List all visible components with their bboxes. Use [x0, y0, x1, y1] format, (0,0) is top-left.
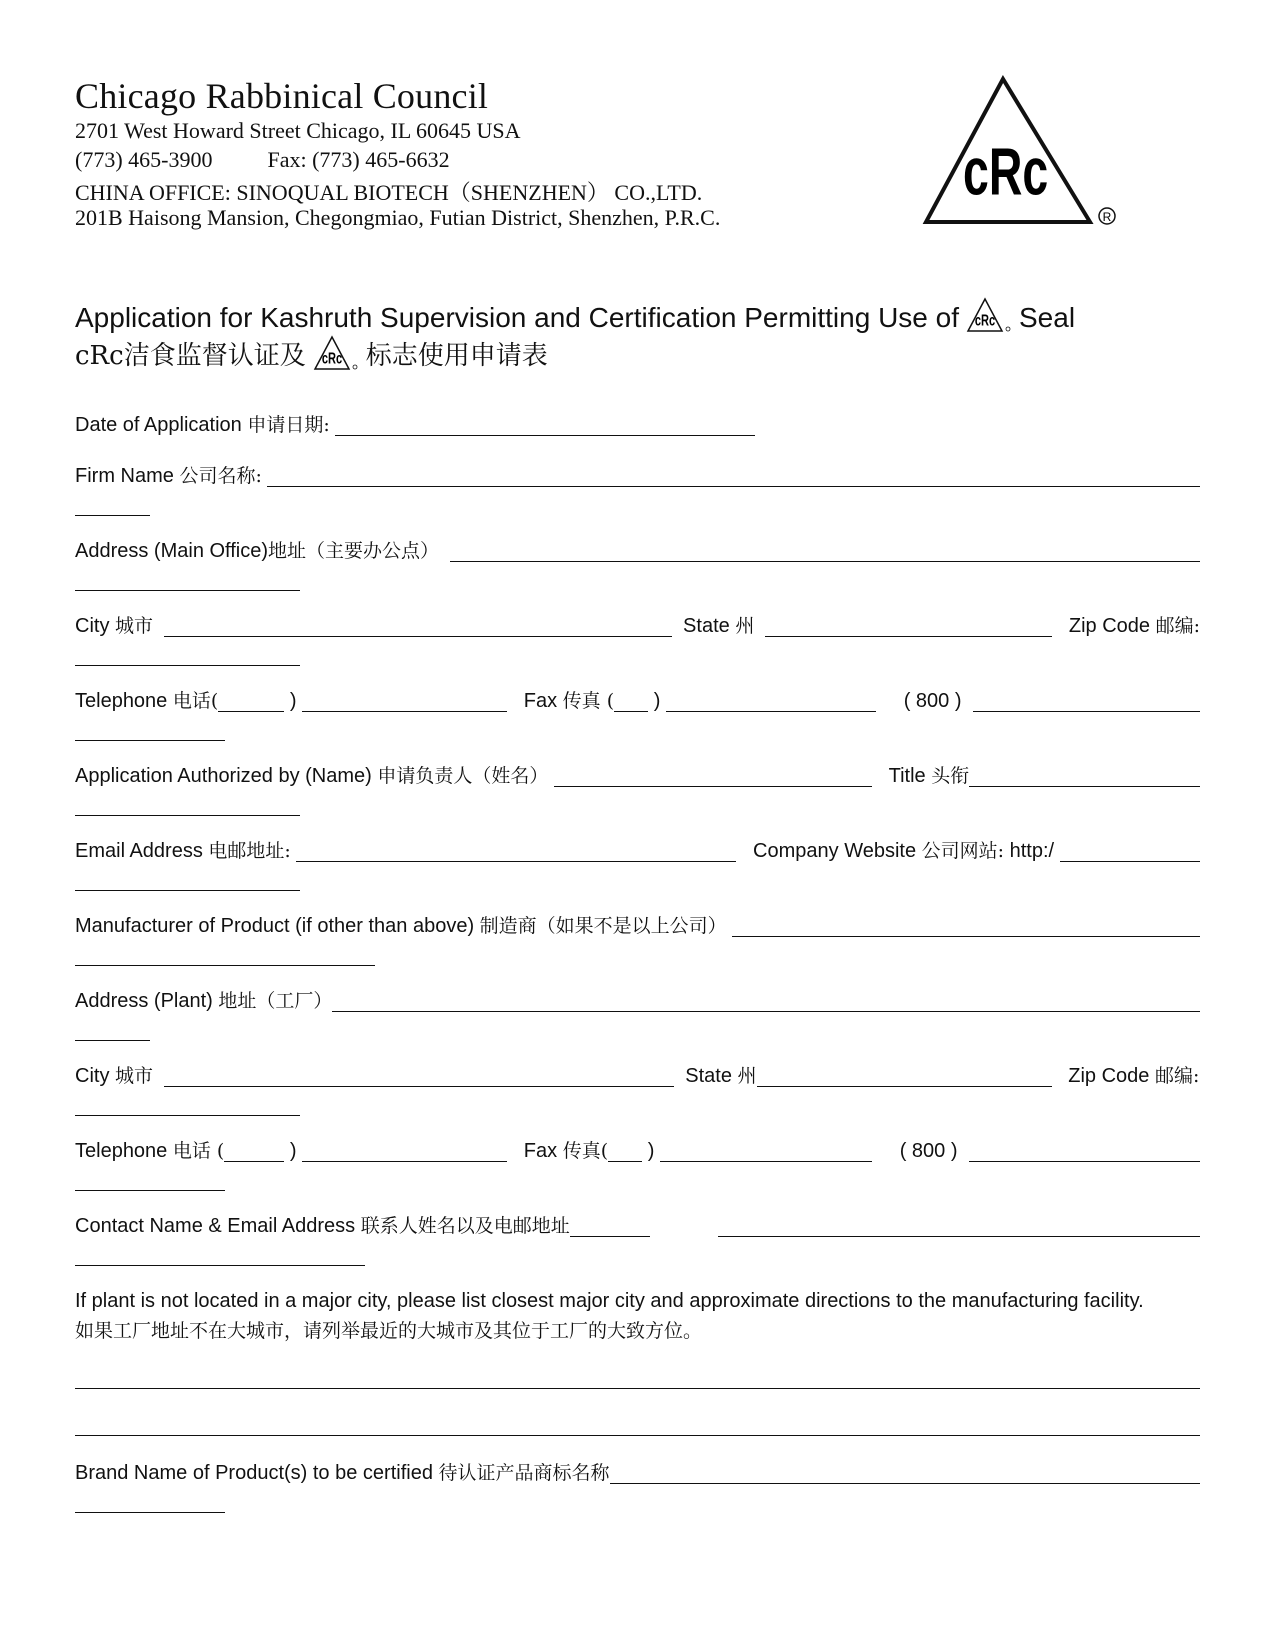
- plant-toll-free-label: ( 800 ): [899, 1140, 958, 1162]
- manufacturer-label-cn: 制造商（如果不是以上公司）: [479, 915, 727, 937]
- contact-name-field[interactable]: [570, 1215, 650, 1237]
- crc-seal-icon: [312, 334, 360, 372]
- address-main-field[interactable]: [450, 540, 1200, 562]
- date-row: [75, 408, 755, 438]
- close-paren: ): [289, 690, 297, 712]
- plant-telephone-label-cn: 电话 (: [172, 1140, 225, 1162]
- telephone-label-cn: 电话(: [172, 690, 219, 712]
- plant-directions-note: If plant is not located in a major city, please list closest major city and approximate directions to the manufacturing facility.: [75, 1290, 1144, 1312]
- directions-line-1[interactable]: [75, 1387, 1200, 1389]
- website-prefix: http:/: [1009, 840, 1055, 862]
- contact-label-cn: 联系人姓名以及电邮地址: [360, 1215, 570, 1237]
- crc-seal-icon: [965, 296, 1013, 334]
- contact-label: Contact Name & Email Address: [75, 1215, 356, 1237]
- address-plant-row: [75, 984, 1200, 1014]
- plant-telephone-field-continued[interactable]: [75, 1189, 225, 1191]
- authorized-row: [75, 759, 1200, 789]
- plant-toll-free-field[interactable]: [969, 1140, 1200, 1162]
- website-field[interactable]: [1060, 840, 1200, 862]
- plant-telephone-label: Telephone: [75, 1140, 168, 1162]
- telephone-number-field[interactable]: [302, 690, 507, 712]
- title-label-cn: 头衔: [931, 765, 970, 787]
- plant-telephone-number-field[interactable]: [302, 1140, 507, 1162]
- organization-name: Chicago Rabbinical Council: [75, 76, 489, 116]
- toll-free-label: ( 800 ): [903, 690, 962, 712]
- address-plant-field-continued[interactable]: [75, 1039, 150, 1041]
- fax-number-field[interactable]: [666, 690, 876, 712]
- title-en-text: Application for Kashruth Supervision and Certification Permitting Use of: [75, 302, 959, 333]
- title-cn-prefix: cRc洁食监督认证及: [75, 341, 306, 371]
- state-label: State: [683, 615, 730, 637]
- authorized-name-field[interactable]: [554, 765, 872, 787]
- crc-logo: [920, 75, 1140, 240]
- telephone-field-continued[interactable]: [75, 739, 225, 741]
- contact-field-continued[interactable]: [75, 1264, 365, 1266]
- plant-state-label-cn: 州: [737, 1065, 757, 1087]
- telephone-area-code-field[interactable]: [218, 690, 284, 712]
- plant-zip-field[interactable]: [75, 1114, 300, 1116]
- address-main-field-continued[interactable]: [75, 589, 300, 591]
- phone-number: (773) 465-3900: [75, 147, 213, 172]
- plant-fax-area-code-field[interactable]: [608, 1140, 642, 1162]
- plant-fax-label: Fax: [523, 1140, 558, 1162]
- brand-label: Brand Name of Product(s) to be certified: [75, 1462, 433, 1484]
- fax-area-code-field[interactable]: [614, 690, 648, 712]
- address-main-row: [75, 534, 1200, 564]
- city-label: City: [75, 615, 110, 637]
- city-state-zip-row: [75, 609, 1200, 639]
- address-main-label-cn: 地址（主要办公点）: [268, 540, 440, 562]
- zip-label-cn: 邮编:: [1155, 615, 1200, 637]
- plant-city-field[interactable]: [164, 1065, 674, 1087]
- svg-text:cRc: cRc: [974, 311, 996, 329]
- zip-label: Zip Code: [1068, 615, 1151, 637]
- form-title-cn: [75, 334, 548, 372]
- website-label-cn: 公司网站:: [921, 840, 1005, 862]
- email-field-continued[interactable]: [75, 889, 300, 891]
- fax-number: Fax: (773) 465-6632: [267, 147, 450, 172]
- firm-row: [75, 459, 1200, 489]
- contact-email-field[interactable]: [718, 1215, 1200, 1237]
- address-plant-field[interactable]: [332, 990, 1200, 1012]
- plant-fax-label-cn: 传真(: [562, 1140, 609, 1162]
- plant-state-field[interactable]: [757, 1065, 1052, 1087]
- china-office: CHINA OFFICE: SINOQUAL BIOTECH（SHENZHEN） CO.,LTD.: [75, 180, 703, 205]
- firm-label-cn: 公司名称:: [179, 465, 262, 487]
- plant-zip-label: Zip Code: [1068, 1065, 1150, 1087]
- email-label-cn: 电邮地址:: [208, 840, 291, 862]
- title-field[interactable]: [969, 765, 1200, 787]
- state-label-cn: 州: [735, 615, 755, 637]
- title-cn-suffix: 标志使用申请表: [365, 341, 548, 371]
- title-en-seal: Seal: [1019, 302, 1076, 333]
- email-label: Email Address: [75, 840, 203, 862]
- address-plant-label: Address (Plant): [75, 990, 213, 1012]
- authorized-field-continued[interactable]: [75, 814, 300, 816]
- brand-label-cn: 待认证产品商标名称: [438, 1462, 610, 1484]
- plant-city-label-cn: 城市: [115, 1065, 154, 1087]
- city-label-cn: 城市: [115, 615, 154, 637]
- firm-label: Firm Name: [75, 465, 174, 487]
- manufacturer-field[interactable]: [732, 915, 1200, 937]
- plant-telephone-row: [75, 1134, 1200, 1164]
- website-label: Company Website: [753, 840, 917, 862]
- contact-row: [75, 1209, 1200, 1239]
- brand-row: [75, 1456, 1200, 1486]
- email-row: [75, 834, 1200, 864]
- zip-field[interactable]: [75, 664, 300, 666]
- plant-fax-number-field[interactable]: [660, 1140, 872, 1162]
- directions-line-2[interactable]: [75, 1434, 1200, 1436]
- telephone-label: Telephone: [75, 690, 168, 712]
- form-title-en: [75, 296, 1075, 334]
- plant-zip-label-cn: 邮编:: [1154, 1065, 1200, 1087]
- date-label: Date of Application: [75, 414, 242, 436]
- fax-label: Fax: [523, 690, 558, 712]
- firm-name-field[interactable]: [267, 465, 1200, 487]
- fax-label-cn: 传真 (: [562, 690, 615, 712]
- close-paren: ): [647, 1140, 655, 1162]
- date-label-cn: 申请日期:: [247, 414, 330, 436]
- plant-telephone-area-code-field[interactable]: [224, 1140, 284, 1162]
- address-main-label: Address (Main Office): [75, 540, 269, 562]
- toll-free-field[interactable]: [973, 690, 1200, 712]
- authorized-label: Application Authorized by (Name): [75, 765, 372, 787]
- authorized-label-cn: 申请负责人（姓名）: [377, 765, 549, 787]
- street-address: 2701 West Howard Street Chicago, IL 60645 USA: [75, 118, 521, 143]
- plant-state-label: State: [685, 1065, 732, 1087]
- firm-name-field-continued[interactable]: [75, 514, 150, 516]
- plant-directions-note-cn: 如果工厂地址不在大城市，请列举最近的大城市及其位于工厂的大致方位。: [75, 1320, 703, 1342]
- close-paren: ): [289, 1140, 297, 1162]
- plant-city-state-zip-row: [75, 1059, 1200, 1089]
- plant-city-label: City: [75, 1065, 110, 1087]
- svg-text:cRc: cRc: [321, 349, 342, 367]
- address-plant-label-cn: 地址（工厂）: [218, 990, 333, 1012]
- brand-name-field[interactable]: [610, 1462, 1200, 1484]
- manufacturer-row: [75, 909, 1200, 939]
- manufacturer-label: Manufacturer of Product (if other than above): [75, 915, 475, 937]
- email-field[interactable]: [296, 840, 736, 862]
- svg-text:R: R: [1102, 210, 1112, 224]
- telephone-row: [75, 684, 1200, 714]
- phone-fax-line: [75, 147, 450, 173]
- china-address: 201B Haisong Mansion, Chegongmiao, Futian District, Shenzhen, P.R.C.: [75, 205, 721, 230]
- crc-logo-text: cRc: [963, 135, 1049, 210]
- title-label: Title: [888, 765, 926, 787]
- manufacturer-field-continued[interactable]: [75, 964, 375, 966]
- brand-name-field-continued[interactable]: [75, 1511, 225, 1513]
- state-field[interactable]: [765, 615, 1052, 637]
- city-field[interactable]: [164, 615, 672, 637]
- close-paren: ): [653, 690, 661, 712]
- date-field[interactable]: [335, 414, 755, 436]
